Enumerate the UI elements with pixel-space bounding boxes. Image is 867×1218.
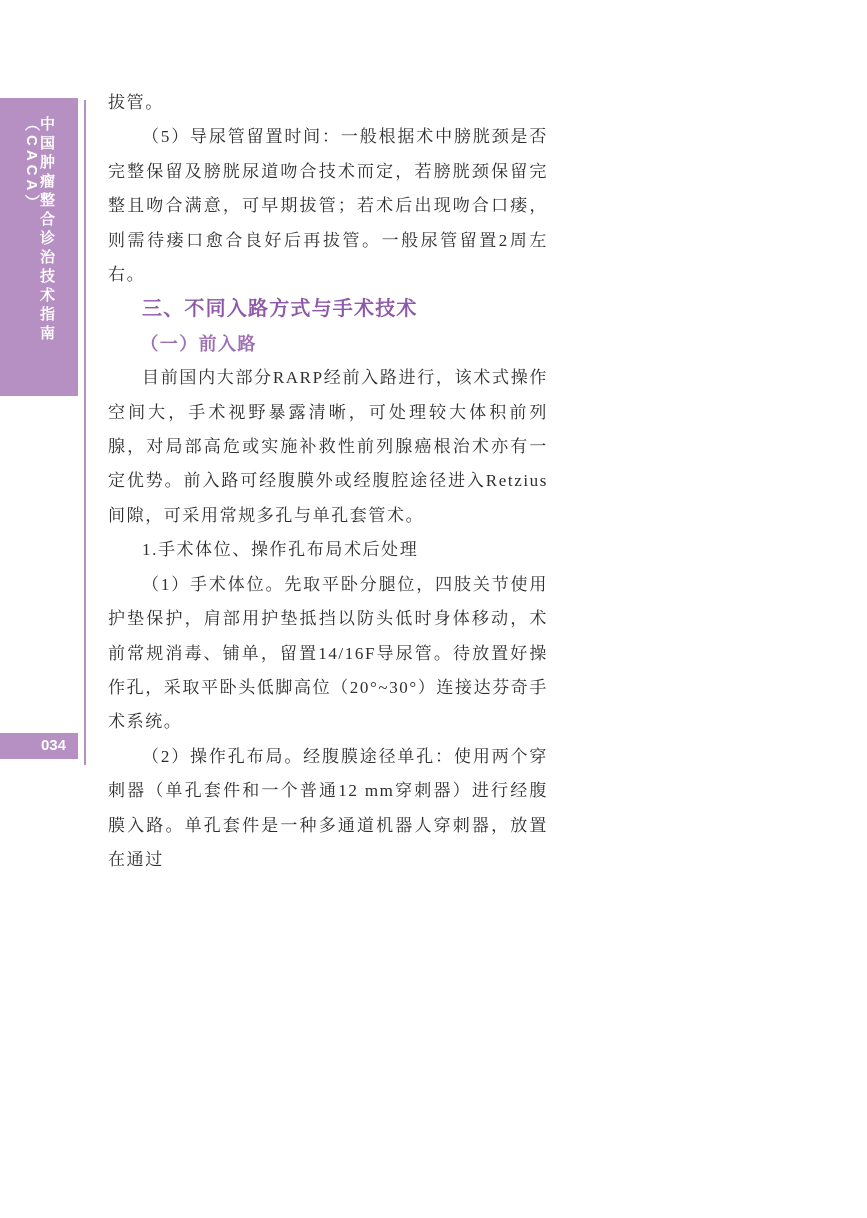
main-text-column: [108, 86, 548, 877]
book-spine-title: 中国肿瘤整合诊治技术指南（CACA）: [23, 116, 55, 344]
paragraph-anterior-approach-intro: 目前国内大部分RARP经前入路进行，该术式操作空间大，手术视野暴露清晰，可处理较大体积前列腺，对局部高危或实施补救性前列腺癌根治术亦有一定优势。前入路可经腹膜外或经腹腔途径进入Retzius间隙，可采用常规多孔与单孔套管术。: [108, 368, 548, 525]
numbered-subheading-position-ports: 1.手术体位、操作孔布局术后处理: [142, 540, 419, 560]
page-number-badge: 034: [0, 733, 78, 759]
paragraph-tube-removal-continued: 拔管。: [108, 93, 164, 112]
section-heading-approach-techniques: 三、不同入路方式与手术技术: [142, 298, 418, 321]
paragraph-port-placement: （2）操作孔布局。经腹膜途径单孔：使用两个穿刺器（单孔套件和一个普通12 mm穿刺器）进行经腹膜入路。单孔套件是一种多通道机器人穿刺器，放置在通过: [108, 746, 548, 869]
spine-divider-rule: [84, 100, 86, 765]
book-spine-block: [0, 98, 78, 396]
subsection-heading-anterior-approach: （一）前入路: [140, 333, 257, 354]
paragraph-catheter-timing: （5）导尿管留置时间：一般根据术中膀胱颈是否完整保留及膀胱尿道吻合技术而定，若膀胱颈保留完整且吻合满意，可早期拔管；若术后出现吻合口瘘，则需待瘘口愈合良好后再拔管。一般尿管留置2周左右。: [108, 127, 548, 285]
paragraph-patient-position: （1）手术体位。先取平卧分腿位，四肢关节使用护垫保护，肩部用护垫抵挡以防头低时身体移动，术前常规消毒、铺单，留置14/16F导尿管。待放置好操作孔，采取平卧头低脚高位（20°~30°）连接达芬奇手术系统。: [108, 574, 548, 732]
